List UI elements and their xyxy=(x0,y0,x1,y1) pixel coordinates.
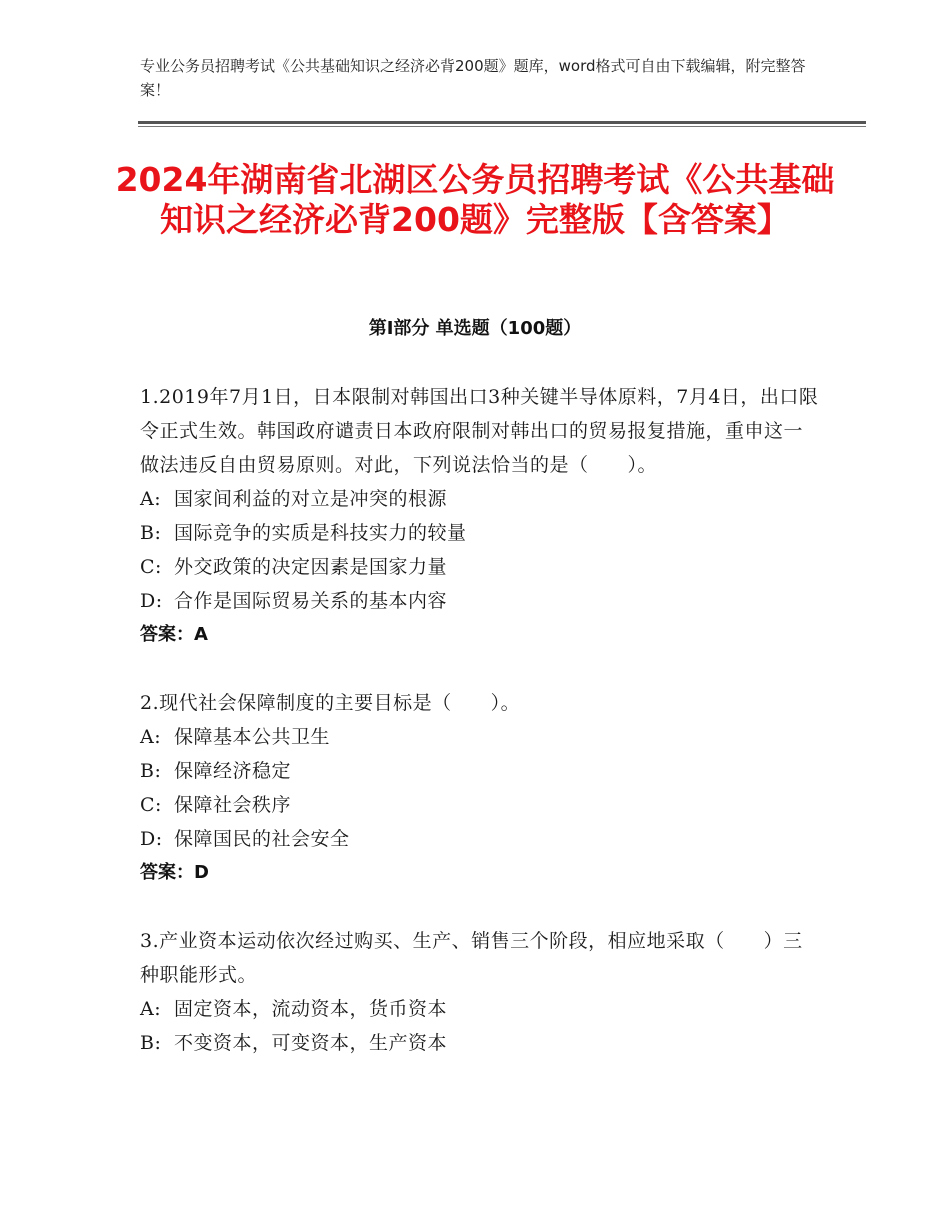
option-key: C: xyxy=(140,556,162,578)
option-a xyxy=(140,992,820,1026)
header-divider-thin xyxy=(138,126,866,127)
header-note: 专业公务员招聘考试《公共基础知识之经济必背200题》题库，word格式可自由下载编辑，附完整答案！ xyxy=(140,57,806,99)
question-stem: 1.2019年7月1日，日本限制对韩国出口3种关键半导体原料，7月4日，出口限令正式生效。韩国政府谴责日本政府限制对韩出口的贸易报复措施，重申这一做法违反自由贸易原则。对此，下列说法恰当的是（ ）。 xyxy=(140,386,819,476)
option-key: A: xyxy=(140,488,162,510)
option-d xyxy=(140,584,820,618)
option-c xyxy=(140,788,820,822)
option-key: C: xyxy=(140,794,162,816)
option-key: A: xyxy=(140,726,162,748)
option-text: 固定资本，流动资本，货币资本 xyxy=(174,998,448,1020)
answer-line xyxy=(140,856,820,890)
answer-label: 答案： xyxy=(140,862,194,883)
question-3 xyxy=(140,924,820,1060)
question-2 xyxy=(140,686,820,890)
option-text: 合作是国际贸易关系的基本内容 xyxy=(174,590,448,612)
option-c xyxy=(140,550,820,584)
option-text: 保障经济稳定 xyxy=(174,760,292,782)
option-b xyxy=(140,1026,820,1060)
answer-value: D xyxy=(194,862,209,883)
answer-label: 答案： xyxy=(140,624,194,645)
option-a xyxy=(140,482,820,516)
option-text: 不变资本，可变资本，生产资本 xyxy=(174,1032,448,1054)
option-a xyxy=(140,720,820,754)
section-title: 第I部分 单选题（100题） xyxy=(368,318,582,339)
header-divider-thick xyxy=(138,121,866,124)
option-text: 保障基本公共卫生 xyxy=(174,726,331,748)
question-1 xyxy=(140,380,820,652)
option-text: 国际竞争的实质是科技实力的较量 xyxy=(174,522,467,544)
option-text: 国家间利益的对立是冲突的根源 xyxy=(174,488,448,510)
option-key: B: xyxy=(140,1032,162,1054)
option-key: B: xyxy=(140,760,162,782)
question-stem: 3.产业资本运动依次经过购买、生产、销售三个阶段，相应地采取（ ）三种职能形式。 xyxy=(140,930,803,986)
option-text: 外交政策的决定因素是国家力量 xyxy=(174,556,448,578)
option-d xyxy=(140,822,820,856)
option-b xyxy=(140,516,820,550)
answer-line xyxy=(140,618,820,652)
option-key: A: xyxy=(140,998,162,1020)
option-b xyxy=(140,754,820,788)
option-key: D: xyxy=(140,828,163,850)
question-stem: 2.现代社会保障制度的主要目标是（ ）。 xyxy=(140,692,521,714)
option-text: 保障国民的社会安全 xyxy=(174,828,350,850)
option-key: B: xyxy=(140,522,162,544)
document-title: 2024年湖南省北湖区公务员招聘考试《公共基础知识之经济必背200题》完整版【含答案】 xyxy=(115,160,835,239)
option-key: D: xyxy=(140,590,163,612)
question-list xyxy=(140,380,820,1094)
answer-value: A xyxy=(194,624,208,645)
option-text: 保障社会秩序 xyxy=(174,794,292,816)
